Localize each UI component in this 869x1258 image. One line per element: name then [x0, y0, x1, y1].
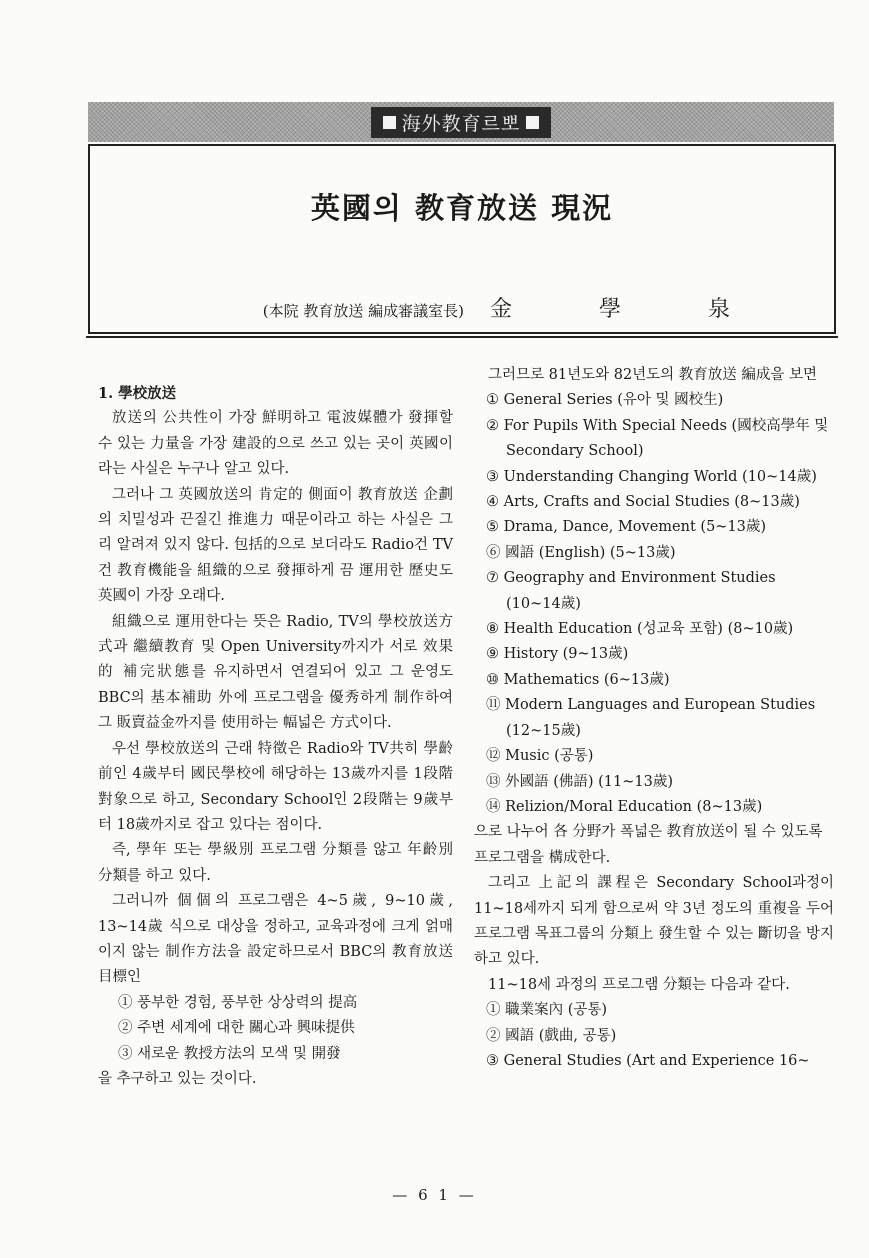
- series-item: ⑦ Geography and Environment Studies (10~14歲): [486, 570, 776, 612]
- byline: [263, 292, 770, 323]
- square-icon: [383, 116, 396, 129]
- paragraph: 으로 나누어 各 分野가 폭넓은 教育放送이 될 수 있도록 프로그램을 構成한다.: [474, 824, 823, 866]
- page-number: — 6 1 —: [392, 1186, 477, 1204]
- section-banner: [88, 102, 834, 142]
- series-item: ⑫ Music (공통): [486, 748, 594, 765]
- goal-item: ② 주변 세계에 대한 關心과 興味提供: [118, 1020, 355, 1037]
- series-item: ⑪ Modern Languages and European Studies (12~15歲): [486, 697, 816, 739]
- classification-item: ② 國語 (戲曲, 공통): [486, 1027, 617, 1044]
- author-role: (本院 教育放送 編成審議室長): [262, 302, 464, 320]
- article-title: 英國의 教育放送 現況: [310, 191, 614, 225]
- classification-item: ③ General Studies (Art and Experience 16~: [486, 1052, 810, 1069]
- closing-line: 을 추구하고 있는 것이다.: [98, 1070, 257, 1087]
- series-item: ⑭ Relizion/Moral Education (8~13歲): [486, 798, 763, 815]
- author-name: 金 學 泉: [490, 297, 770, 322]
- right-column: [474, 363, 834, 1074]
- left-column: [98, 381, 453, 1092]
- paragraph: 放送의 公共性이 가장 鮮明하고 電波媒體가 發揮할 수 있는 力量을 가장 建設的으로 쓰고 있는 곳이 英國이라는 사실은 누구나 알고 있다.: [98, 410, 453, 478]
- banner-label: [371, 107, 552, 138]
- series-item: ⑤ Drama, Dance, Movement (5~13歲): [486, 519, 767, 536]
- section-heading: 1. 學校放送: [98, 385, 177, 402]
- series-item: ⑨ History (9~13歲): [486, 646, 629, 663]
- goal-item: ① 풍부한 경험, 풍부한 상상력의 提高: [118, 994, 358, 1011]
- series-item: ② For Pupils With Special Needs (國校高學年 및 Secondary School): [486, 417, 829, 460]
- paragraph: 우선 學校放送의 근래 特徵은 Radio와 TV共히 學齡 前인 4歲부터 國民學校에 해당하는 13歲까지를 1段階 對象으로 하고, Secondary School인 2段階는 9歲부터 18歲까지로 잡고 있다는 점이다.: [98, 740, 453, 833]
- series-item: ③ Understanding Changing World (10~14歲): [486, 468, 817, 485]
- intro-paragraph: 그러므로 81년도와 82년도의 教育放送 編成을 보면: [488, 367, 818, 383]
- series-item: ① General Series (유아 및 國校生): [486, 392, 724, 409]
- banner-text: 海外教育르뽀: [401, 112, 521, 135]
- goal-item: ③ 새로운 教授方法의 모색 및 開發: [118, 1045, 341, 1062]
- paragraph: 그러니까 個個의 프로그램은 4~5歲, 9~10歲, 13~14歲 식으로 대상을 정하고, 교육과정에 크게 얽매이지 않는 制作方法을 設定하므로서 BBC의 教育放送 目標인: [98, 893, 453, 986]
- series-item: ⑬ 外國語 (佛語) (11~13歲): [486, 773, 674, 790]
- paragraph: 組織으로 運用한다는 뜻은 Radio, TV의 學校放送方式과 繼續教育 및 Open University까지가 서로 效果的 補完狀態를 유지하면서 연결되어 있고 그 운영도 BBC의 基本補助 外에 프로그램을 優秀하게 制作하여 그 販賣益金까지를 使用하는 幅넓은 方式이다.: [98, 613, 453, 732]
- series-item: ⑩ Mathematics (6~13歲): [486, 671, 670, 688]
- classification-item: ① 職業案內 (공통): [486, 1002, 608, 1019]
- series-item: ⑥ 國語 (English) (5~13歲): [486, 544, 676, 561]
- title-box: [88, 144, 836, 334]
- paragraph: 즉, 學年 또는 學級別 프로그램 分類를 않고 年齡別 分類를 하고 있다.: [98, 842, 453, 884]
- square-icon: [526, 116, 539, 129]
- series-item: ④ Arts, Crafts and Social Studies (8~13歲): [486, 494, 800, 511]
- paragraph: 그리고 上記의 課程은 Secondary School과정이 11~18세까지 되게 함으로써 약 3년 정도의 重複을 두어 프로그램 목표그룹의 分類上 發生할 수 있는 斷切을 방지하고 있다.: [474, 875, 834, 968]
- paragraph: 그러나 그 英國放送의 肯定的 側面이 教育放送 企劃의 치밀성과 끈질긴 推進力 때문이라고 하는 사실은 그리 알려져 있지 않다. 包括的으로 보더라도 Radio건 TV건 教育機能을 組織的으로 發揮하게 끔 運用한 歷史도 英國이 가장 오래다.: [98, 486, 453, 605]
- paragraph: 11~18세 과정의 프로그램 分類는 다음과 같다.: [488, 976, 790, 993]
- series-item: ⑧ Health Education (성교육 포함) (8~10歲): [486, 621, 794, 638]
